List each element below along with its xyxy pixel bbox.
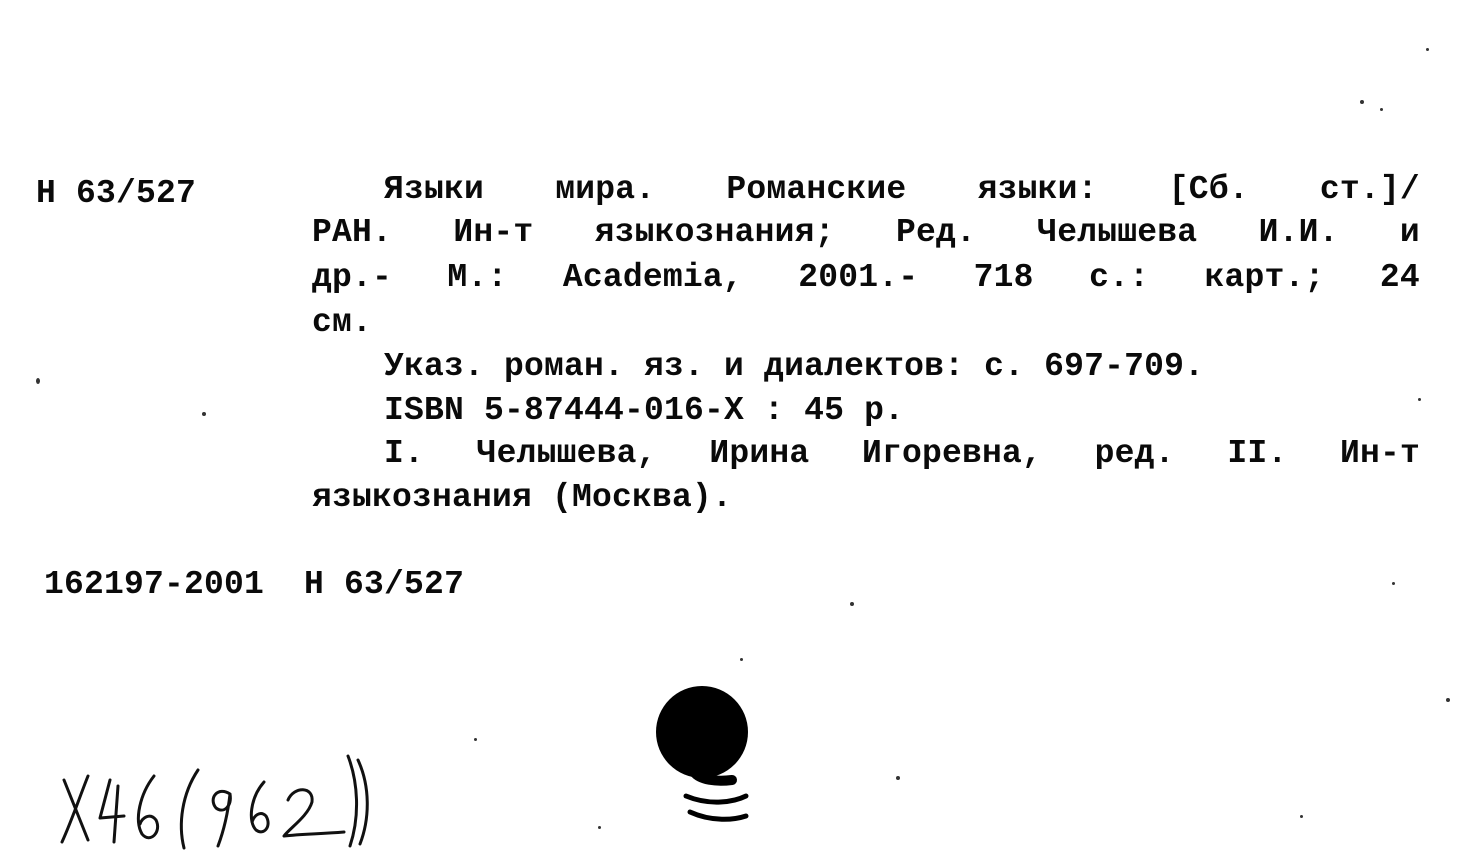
entry-word: I. xyxy=(384,435,425,472)
entry-word: М.: xyxy=(447,259,508,296)
entry-line-6: ISBN 5-87444-016-X : 45 р. xyxy=(384,392,905,429)
scan-speck xyxy=(598,826,601,829)
scan-speck xyxy=(1360,100,1364,104)
entry-word: И.И. xyxy=(1258,214,1339,251)
scan-speck xyxy=(1392,582,1395,585)
entry-word: Романские xyxy=(726,171,907,208)
scan-speck xyxy=(1426,48,1429,51)
entry-word: Ин-т xyxy=(1339,435,1420,472)
entry-word: Ред. xyxy=(895,214,976,251)
scan-speck xyxy=(850,602,854,606)
entry-word: Ирина xyxy=(709,435,810,472)
entry-word: ред. xyxy=(1094,435,1175,472)
entry-word: Челышева, xyxy=(476,435,657,472)
scan-speck xyxy=(1446,698,1450,702)
scan-speck xyxy=(896,776,900,780)
scan-speck xyxy=(740,658,743,661)
entry-line-8: языкознания (Москва). xyxy=(312,479,733,516)
entry-word: с.: xyxy=(1089,259,1150,296)
scan-speck xyxy=(474,738,477,741)
scan-speck xyxy=(1418,398,1421,401)
entry-line-3 xyxy=(312,258,1420,298)
scan-speck xyxy=(36,378,40,384)
scan-speck xyxy=(1300,815,1303,818)
entry-word: ст.]/ xyxy=(1319,171,1420,208)
punched-hole xyxy=(650,684,760,834)
entry-word: 24 xyxy=(1379,259,1420,296)
entry-word: Ин-т xyxy=(453,214,534,251)
entry-word: II. xyxy=(1227,435,1288,472)
scan-speck xyxy=(202,412,206,416)
entry-word: языкознания; xyxy=(594,214,835,251)
entry-word: 718 xyxy=(973,259,1034,296)
entry-word: Языки xyxy=(384,171,485,208)
footer-accession-line: 162197-2001 Н 63/527 xyxy=(44,566,465,603)
entry-word: [Сб. xyxy=(1168,171,1249,208)
entry-line-5: Указ. роман. яз. и диалектов: с. 697-709. xyxy=(384,348,1205,385)
entry-word: РАН. xyxy=(312,214,393,251)
entry-line-7 xyxy=(384,434,1420,474)
scan-speck xyxy=(1380,108,1383,111)
entry-word: языки: xyxy=(977,171,1098,208)
entry-word: и xyxy=(1399,214,1420,251)
entry-word: 2001.- xyxy=(798,259,919,296)
handwritten-note xyxy=(58,750,398,850)
entry-word: Academia, xyxy=(562,259,743,296)
entry-line-4: см. xyxy=(312,304,373,341)
call-number-top: Н 63/527 xyxy=(36,175,197,212)
entry-line-1 xyxy=(384,170,1420,210)
entry-word: карт.; xyxy=(1204,259,1325,296)
entry-word: мира. xyxy=(555,171,656,208)
entry-line-2 xyxy=(312,213,1420,253)
entry-word: Игоревна, xyxy=(862,435,1043,472)
entry-word: др.- xyxy=(312,259,393,296)
entry-word: Челышева xyxy=(1037,214,1198,251)
